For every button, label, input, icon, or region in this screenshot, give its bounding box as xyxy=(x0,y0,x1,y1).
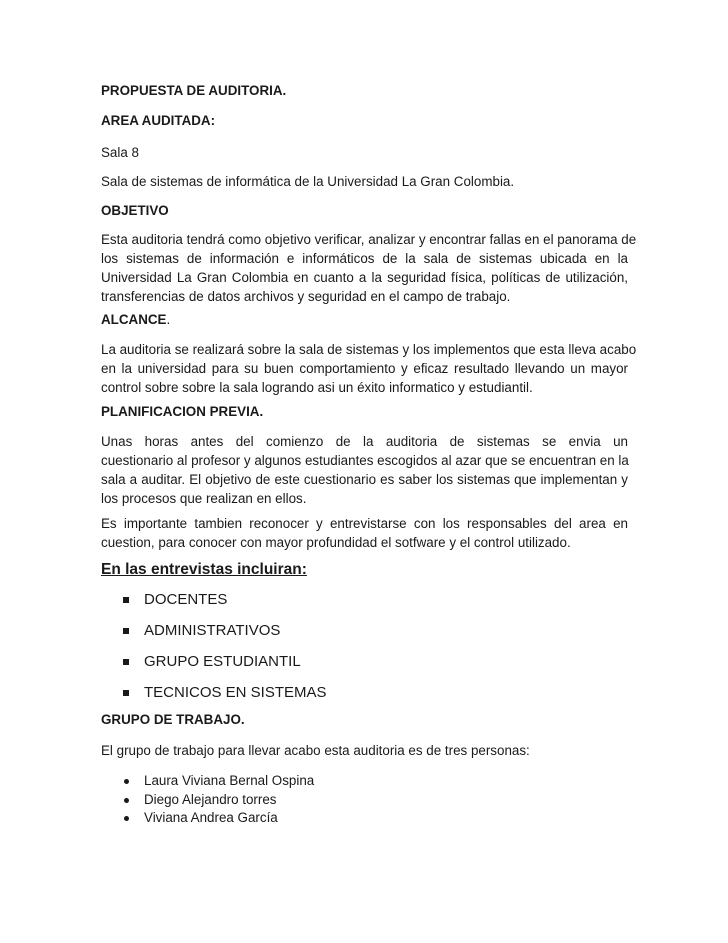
planificacion-heading: PLANIFICACION PREVIA. xyxy=(101,404,264,419)
document-title: PROPUESTA DE AUDITORIA. xyxy=(101,83,287,98)
objetivo-line: Esta auditoria tendrá como objetivo verificar, analizar y encontrar fallas en el panorama de xyxy=(101,232,637,247)
square-bullet-icon xyxy=(123,597,129,603)
alcance-heading-suffix: . xyxy=(166,312,171,327)
planificacion-line: los procesos que realizan en ellos. xyxy=(101,491,307,506)
alcance-heading-line xyxy=(101,310,628,330)
grupo-heading: GRUPO DE TRABAJO. xyxy=(101,712,245,727)
alcance-heading: ALCANCE xyxy=(101,312,167,327)
list-item-label: TECNICOS EN SISTEMAS xyxy=(144,684,327,701)
area-description: Sala de sistemas de informática de la Universidad La Gran Colombia. xyxy=(101,174,515,189)
alcance-line: La auditoria se realizará sobre la sala de sistemas y los implementos que esta lleva acabo xyxy=(101,342,637,357)
round-bullet-icon xyxy=(124,779,129,784)
planificacion-line: cuestion, para conocer con mayor profundidad el sotfware y el control utilizado. xyxy=(101,535,571,550)
square-bullet-icon xyxy=(123,628,129,634)
grupo-intro: El grupo de trabajo para llevar acabo esta auditoria es de tres personas: xyxy=(101,743,530,758)
planificacion-line: Unas horas antes del comienzo de la auditoria de sistemas se envia un xyxy=(101,434,628,449)
square-bullet-icon xyxy=(123,690,129,696)
round-bullet-icon xyxy=(124,816,129,821)
objetivo-line: los sistemas de información e informáticos de la sala de sistemas ubicada en la xyxy=(101,251,628,266)
alcance-line: en la universidad para su buen comportamiento y eficaz resultado llevando un mayor xyxy=(101,361,628,376)
planificacion-line: cuestionario al profesor y algunos estudiantes escogidos al azar que se encuentran en la xyxy=(101,453,629,468)
member-name: Diego Alejandro torres xyxy=(144,792,277,807)
member-name: Laura Viviana Bernal Ospina xyxy=(144,773,315,788)
planificacion-line: sala a auditar. El objetivo de este cuestionario es saber los sistemas que implementan y xyxy=(101,472,628,487)
objetivo-line: Universidad La Gran Colombia en cuanto a la seguridad física, políticas de utilización, xyxy=(101,270,628,285)
alcance-line: control sobre sobre la sala logrando asi un éxito informatico y estudiantil. xyxy=(101,380,533,395)
area-heading: AREA AUDITADA: xyxy=(101,113,216,128)
planificacion-line: Es importante tambien reconocer y entrevistarse con los responsables del area en xyxy=(101,516,628,531)
entrevistas-heading: En las entrevistas incluiran: xyxy=(101,561,307,578)
list-item-label: GRUPO ESTUDIANTIL xyxy=(144,653,301,670)
square-bullet-icon xyxy=(123,659,129,665)
area-room: Sala 8 xyxy=(101,145,139,160)
list-item-label: DOCENTES xyxy=(144,591,228,608)
round-bullet-icon xyxy=(124,798,129,803)
member-name: Viviana Andrea García xyxy=(144,810,278,825)
list-item-label: ADMINISTRATIVOS xyxy=(144,622,281,639)
objetivo-heading: OBJETIVO xyxy=(101,203,169,218)
objetivo-line: transferencias de datos archivos y seguridad en el campo de trabajo. xyxy=(101,289,511,304)
